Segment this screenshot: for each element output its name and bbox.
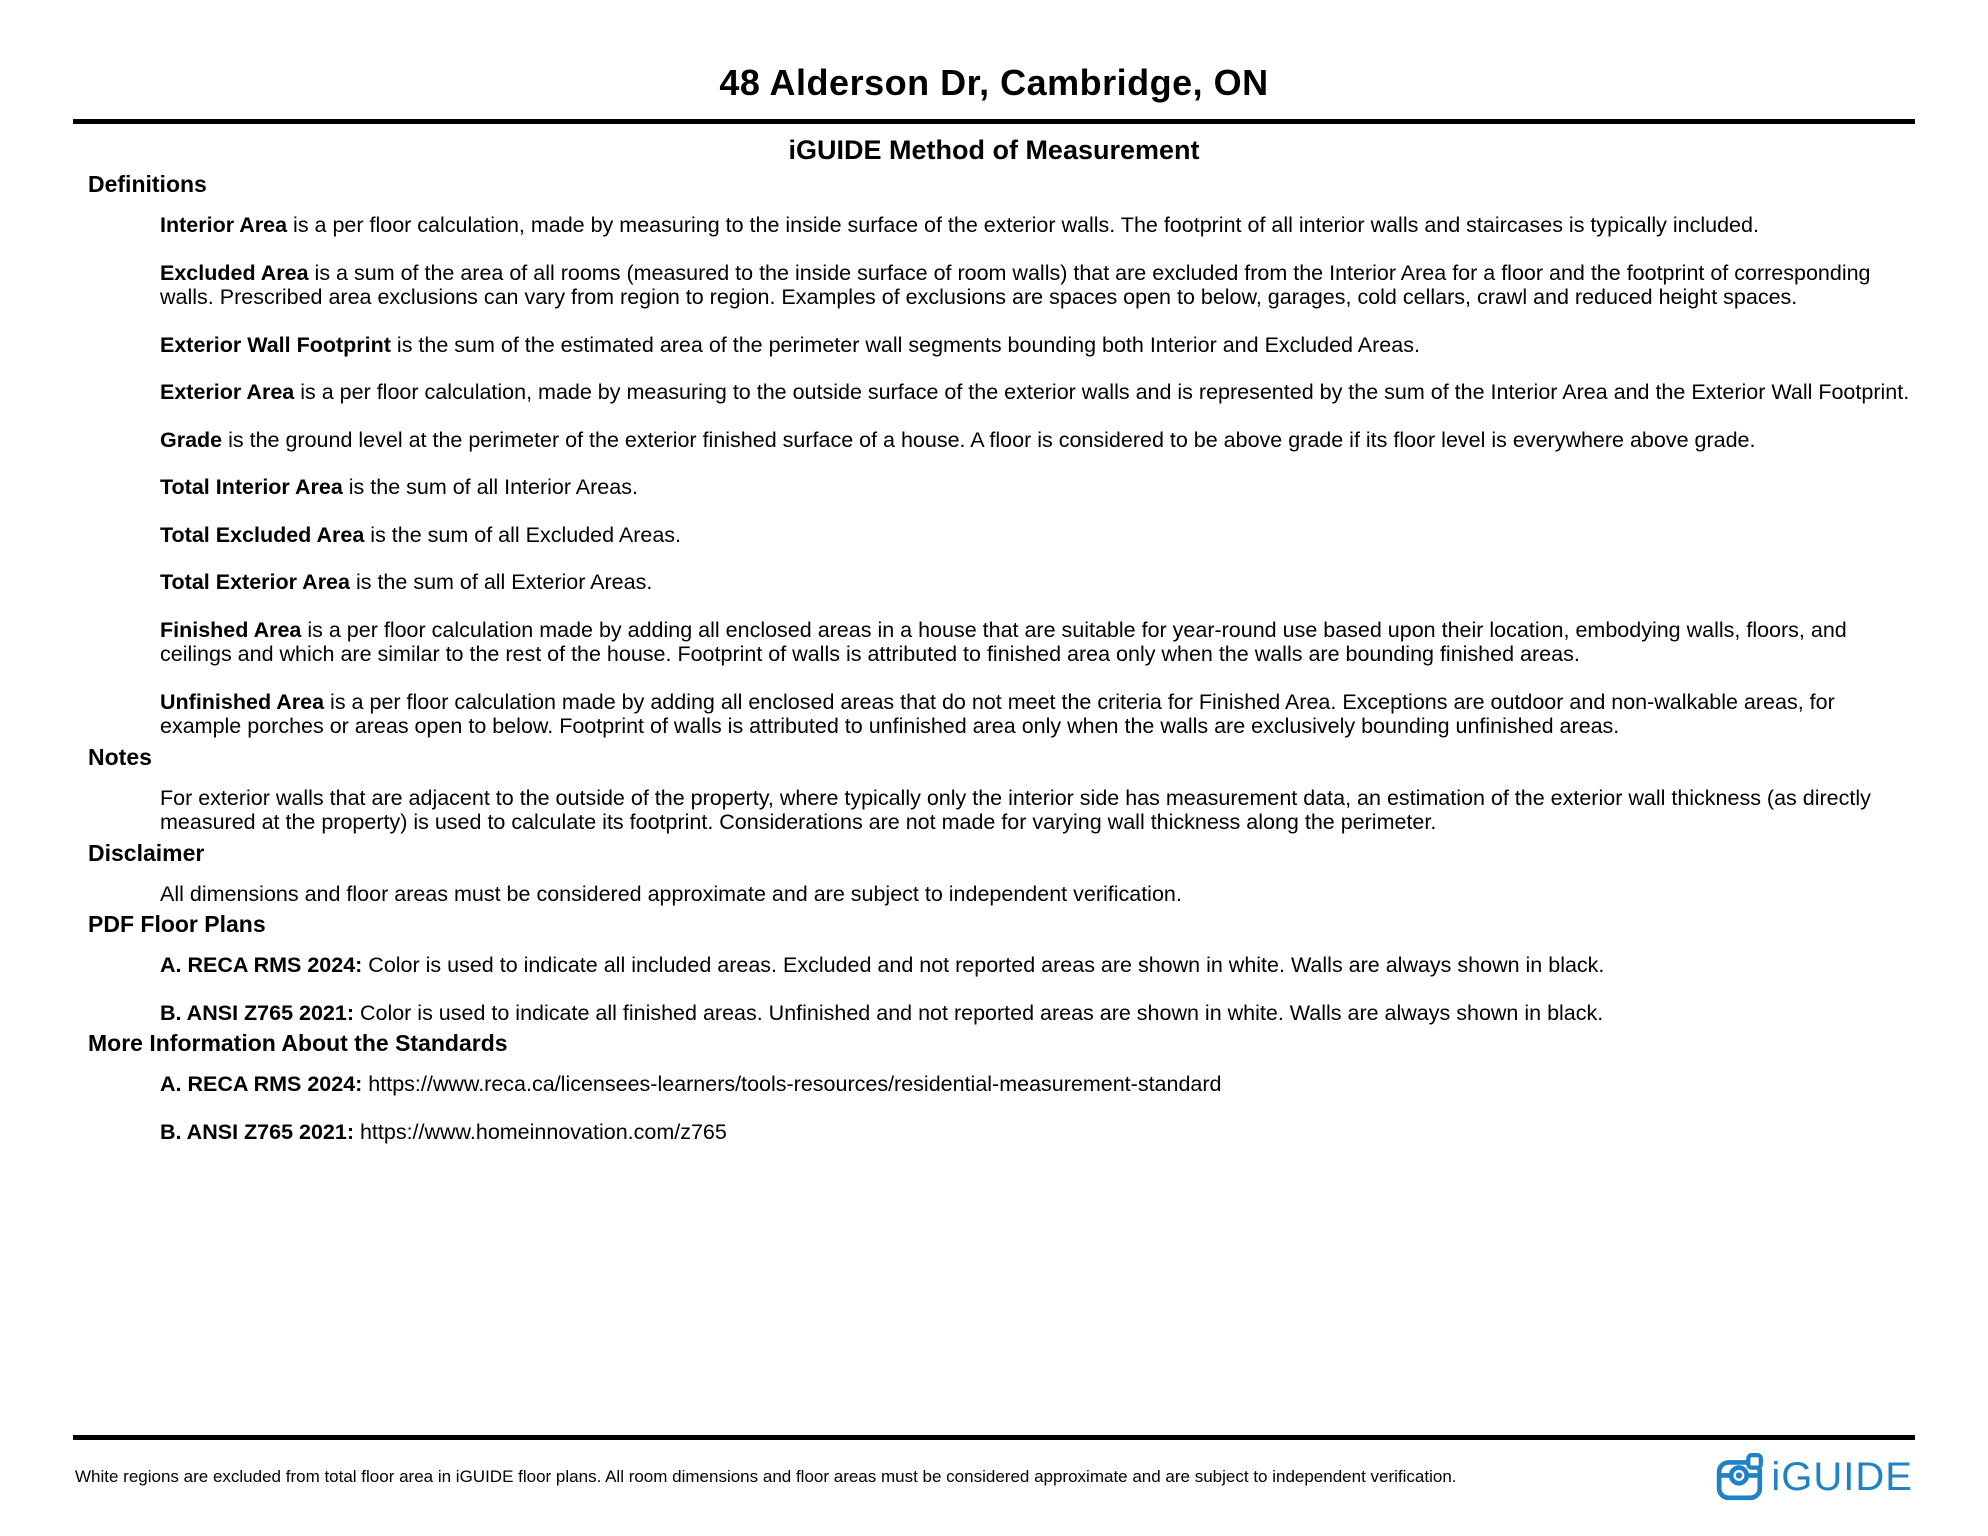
definition-text: is a per floor calculation made by adding all enclosed areas in a house that are suitable for year-round use based upon their location, embodying walls, floors, and ceilings and which are similar to the rest of the house. Footprint of walls is attributed to finished area only when the walls are bounding finished areas. — [160, 617, 1847, 666]
pdf-floor-plans-section — [0, 911, 1988, 1025]
disclaimer-text: All dimensions and floor areas must be considered approximate and are subject to independent verification. — [160, 881, 1182, 906]
definition-term: Excluded Area — [160, 260, 309, 285]
more-information-section — [0, 1030, 1988, 1144]
footer-divider — [73, 1435, 1915, 1440]
definition-term: Interior Area — [160, 213, 288, 237]
page-title: 48 Alderson Dr, Cambridge, ON — [719, 62, 1269, 103]
standard-text: Color is used to indicate all included areas. Excluded and not reported areas are shown in white. Walls are always shown in black. — [362, 953, 1605, 977]
disclaimer-section — [0, 840, 1988, 907]
more-information-heading: More Information About the Standards — [88, 1030, 508, 1056]
definition-total-interior-area — [160, 475, 1910, 500]
notes-heading: Notes — [88, 743, 152, 770]
pdf-floor-plans-item-reca — [160, 953, 1910, 978]
definition-text: is the ground level at the perimeter of the exterior finished surface of a house. A floor is considered to be above grade if its floor level is everywhere above grade. — [222, 427, 1756, 452]
definition-interior-area — [160, 213, 1910, 238]
definition-text: is a per floor calculation, made by measuring to the inside surface of the exterior walls. The footprint of all interior walls and staircases is typically included. — [287, 213, 1759, 237]
definition-grade — [160, 428, 1910, 453]
page-footer — [0, 1420, 1988, 1502]
iguide-camera-icon — [1715, 1452, 1765, 1502]
definition-term: Unfinished Area — [160, 689, 325, 714]
standard-label: B. ANSI Z765 2021: — [160, 1000, 354, 1025]
iguide-logo-text: iGUIDE — [1771, 1455, 1913, 1499]
definition-excluded-area — [160, 261, 1910, 310]
standard-label: A. RECA RMS 2024: — [160, 953, 363, 977]
disclaimer-heading: Disclaimer — [88, 839, 205, 866]
definition-exterior-area — [160, 380, 1910, 405]
standard-url: https://www.homeinnovation.com/z765 — [353, 1119, 727, 1144]
definition-text: is the sum of all Excluded Areas. — [364, 522, 681, 547]
definition-term: Grade — [160, 427, 223, 452]
definition-text: is a per floor calculation made by adding all enclosed areas that do not meet the criteria for Finished Area. Exceptions are outdoor and non-walkable areas, for example porches or areas open to below. Footprint of walls is attributed to unfinished area only when the walls are exclusively bounding unfinished areas. — [160, 689, 1835, 738]
definition-total-exterior-area — [160, 570, 1910, 595]
definition-text: is the sum of all Exterior Areas. — [349, 570, 653, 594]
definition-term: Exterior Area — [160, 380, 295, 404]
definition-unfinished-area — [160, 690, 1910, 739]
pdf-floor-plans-heading: PDF Floor Plans — [88, 911, 266, 937]
standard-label: A. RECA RMS 2024: — [160, 1072, 363, 1096]
standard-url: https://www.reca.ca/licensees-learners/tools-resources/residential-measurement-standard — [362, 1072, 1222, 1096]
definitions-heading: Definitions — [88, 171, 207, 197]
definition-term: Total Excluded Area — [160, 522, 365, 547]
notes-section — [0, 744, 1988, 835]
definition-term: Total Exterior Area — [160, 570, 350, 594]
definition-term: Finished Area — [160, 617, 302, 642]
definition-text: is the sum of all Interior Areas. — [342, 475, 638, 499]
more-information-item-reca — [160, 1072, 1910, 1097]
definition-term: Total Interior Area — [160, 475, 343, 499]
definition-term: Exterior Wall Footprint — [160, 332, 391, 357]
more-information-item-ansi — [160, 1120, 1910, 1145]
definition-text: is a sum of the area of all rooms (measured to the inside surface of room walls) that are excluded from the Interior Area for a floor and the footprint of corresponding walls. Prescribed area exclusions can vary from region to region. Examples of exclusions are spaces open to below, garages, cold cellars, crawl and reduced height spaces. — [160, 260, 1871, 309]
definition-finished-area — [160, 618, 1910, 667]
standard-text: Color is used to indicate all finished areas. Unfinished and not reported areas are shown in white. Walls are always shown in black. — [353, 1000, 1604, 1025]
definition-text: is the sum of the estimated area of the perimeter wall segments bounding both Interior and Excluded Areas. — [390, 332, 1420, 357]
definition-text: is a per floor calculation, made by measuring to the outside surface of the exterior walls and is represented by the sum of the Interior Area and the Exterior Wall Footprint. — [294, 380, 1910, 404]
definitions-section — [0, 171, 1988, 739]
pdf-floor-plans-item-ansi — [160, 1001, 1910, 1026]
standard-label: B. ANSI Z765 2021: — [160, 1119, 354, 1144]
definition-exterior-wall-footprint — [160, 333, 1910, 358]
iguide-logo — [1715, 1452, 1913, 1502]
page-subtitle: iGUIDE Method of Measurement — [788, 135, 1200, 165]
notes-text: For exterior walls that are adjacent to the outside of the property, where typically only the interior side has measurement data, an estimation of the exterior wall thickness (as directly measured at the property) is used to calculate its footprint. Considerations are not made for varying wall thickness along the perimeter. — [160, 785, 1871, 834]
footer-disclaimer: White regions are excluded from total floor area in iGUIDE floor plans. All room dimensions and floor areas must be considered approximate and are subject to independent verification. — [75, 1467, 1457, 1486]
header-divider — [73, 119, 1915, 124]
definition-total-excluded-area — [160, 523, 1910, 548]
